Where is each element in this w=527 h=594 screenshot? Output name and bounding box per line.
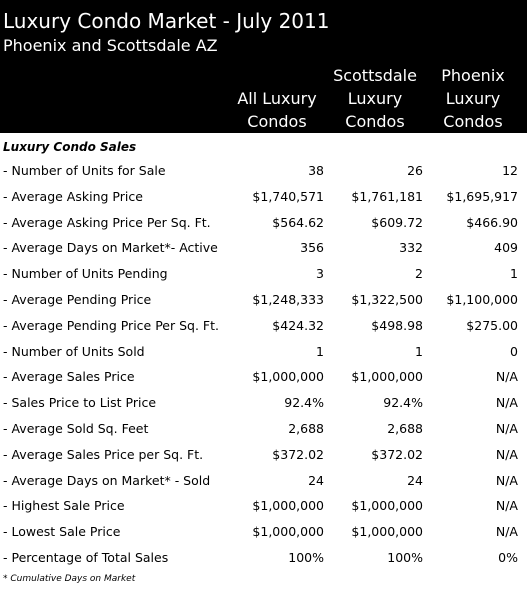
column-header-all-luxury-condos	[222, 64, 332, 133]
row-value: $466.90	[466, 214, 518, 230]
table-row	[0, 235, 527, 261]
table-row	[0, 442, 527, 468]
row-value: 332	[399, 240, 423, 256]
row-value: 92.4%	[383, 395, 423, 411]
column-header-line: Luxury	[445, 89, 501, 108]
column-header-line: Condos	[443, 112, 503, 131]
row-value: N/A	[495, 395, 518, 411]
row-value: N/A	[495, 472, 518, 488]
column-header-line: Condos	[345, 112, 405, 131]
table-row	[0, 519, 527, 545]
row-value: $609.72	[371, 214, 423, 230]
table-row	[0, 287, 527, 313]
row-label: - Average Sold Sq. Feet	[3, 420, 149, 436]
row-value: 1	[510, 266, 518, 282]
row-value: N/A	[495, 524, 518, 540]
row-value: $372.02	[371, 446, 423, 462]
report-subtitle: Phoenix and Scottsdale AZ	[3, 36, 218, 55]
row-value: $1,000,000	[252, 524, 324, 540]
row-value: 100%	[387, 549, 423, 565]
row-value: 24	[308, 472, 324, 488]
column-header-line: Phoenix	[441, 66, 505, 85]
row-value: 3	[316, 266, 324, 282]
column-header-line: Scottsdale	[333, 66, 417, 85]
row-value: 26	[407, 163, 423, 178]
row-value: 12	[502, 163, 518, 178]
row-label: - Average Asking Price	[3, 188, 143, 204]
row-value: 0	[510, 343, 518, 359]
row-label: - Average Days on Market*- Active	[3, 240, 218, 256]
row-value: 24	[407, 472, 423, 488]
column-header-line: Condos	[247, 112, 307, 131]
row-value: $498.98	[371, 317, 423, 333]
row-label: - Lowest Sale Price	[3, 524, 121, 540]
row-value: 38	[308, 163, 324, 178]
table-row	[0, 390, 527, 416]
table-row	[0, 313, 527, 339]
row-value: 409	[494, 240, 518, 256]
table-row	[0, 184, 527, 210]
row-value: $1,740,571	[252, 188, 324, 204]
column-header-scottsdale-luxury-condos	[320, 64, 430, 133]
row-value: $1,000,000	[252, 498, 324, 514]
row-value: $275.00	[466, 317, 518, 333]
row-value: $1,000,000	[351, 524, 423, 540]
table-row	[0, 416, 527, 442]
row-label: - Average Sales Price	[3, 369, 135, 385]
row-label: - Number of Units Pending	[3, 266, 168, 282]
table-row	[0, 545, 527, 571]
row-value: $1,100,000	[446, 291, 518, 307]
row-label: - Average Pending Price	[3, 291, 152, 307]
table-row	[0, 210, 527, 236]
table-row	[0, 468, 527, 494]
footnote: * Cumulative Days on Market	[3, 574, 136, 584]
row-value: 92.4%	[284, 395, 324, 411]
row-label: - Number of Units for Sale	[3, 163, 166, 178]
row-value: $564.62	[272, 214, 324, 230]
table-row	[0, 261, 527, 287]
row-label: - Average Days on Market* - Sold	[3, 472, 211, 488]
row-label: - Percentage of Total Sales	[3, 549, 169, 565]
table-row	[0, 364, 527, 390]
row-value: $1,248,333	[252, 291, 324, 307]
row-label: - Average Sales Price per Sq. Ft.	[3, 446, 204, 462]
row-label: - Highest Sale Price	[3, 498, 125, 514]
row-label: - Sales Price to List Price	[3, 395, 157, 411]
row-value: $1,695,917	[446, 188, 518, 204]
column-header-line: Luxury	[347, 89, 403, 108]
row-value: 2,688	[288, 420, 324, 436]
row-value: $1,000,000	[252, 369, 324, 385]
section-title: Luxury Condo Sales	[3, 140, 137, 154]
column-header-phoenix-luxury-condos	[418, 64, 527, 133]
row-label: - Number of Units Sold	[3, 343, 145, 359]
table-row	[0, 339, 527, 365]
row-value: 356	[300, 240, 324, 256]
column-header-line: All Luxury	[237, 89, 317, 108]
row-value: $1,322,500	[351, 291, 423, 307]
row-value: 2	[415, 266, 423, 282]
row-label: - Average Pending Price Per Sq. Ft.	[3, 317, 219, 333]
row-value: 1	[316, 343, 324, 359]
row-value: $1,000,000	[351, 369, 423, 385]
row-value: $424.32	[272, 317, 324, 333]
row-value: 100%	[288, 549, 324, 565]
report-header	[0, 0, 527, 133]
row-value: N/A	[495, 498, 518, 514]
row-value: N/A	[495, 420, 518, 436]
row-value: 0%	[498, 549, 518, 565]
table-row	[0, 158, 527, 184]
table-row	[0, 493, 527, 519]
row-value: 1	[415, 343, 423, 359]
row-value: 2,688	[387, 420, 423, 436]
row-value: N/A	[495, 446, 518, 462]
row-label: - Average Asking Price Per Sq. Ft.	[3, 214, 211, 230]
column-header-line	[222, 64, 332, 87]
row-value: $1,761,181	[351, 188, 423, 204]
report-title: Luxury Condo Market - July 2011	[3, 9, 330, 33]
row-value: $1,000,000	[351, 498, 423, 514]
row-value: $372.02	[272, 446, 324, 462]
data-table	[0, 158, 527, 571]
row-value: N/A	[495, 369, 518, 385]
